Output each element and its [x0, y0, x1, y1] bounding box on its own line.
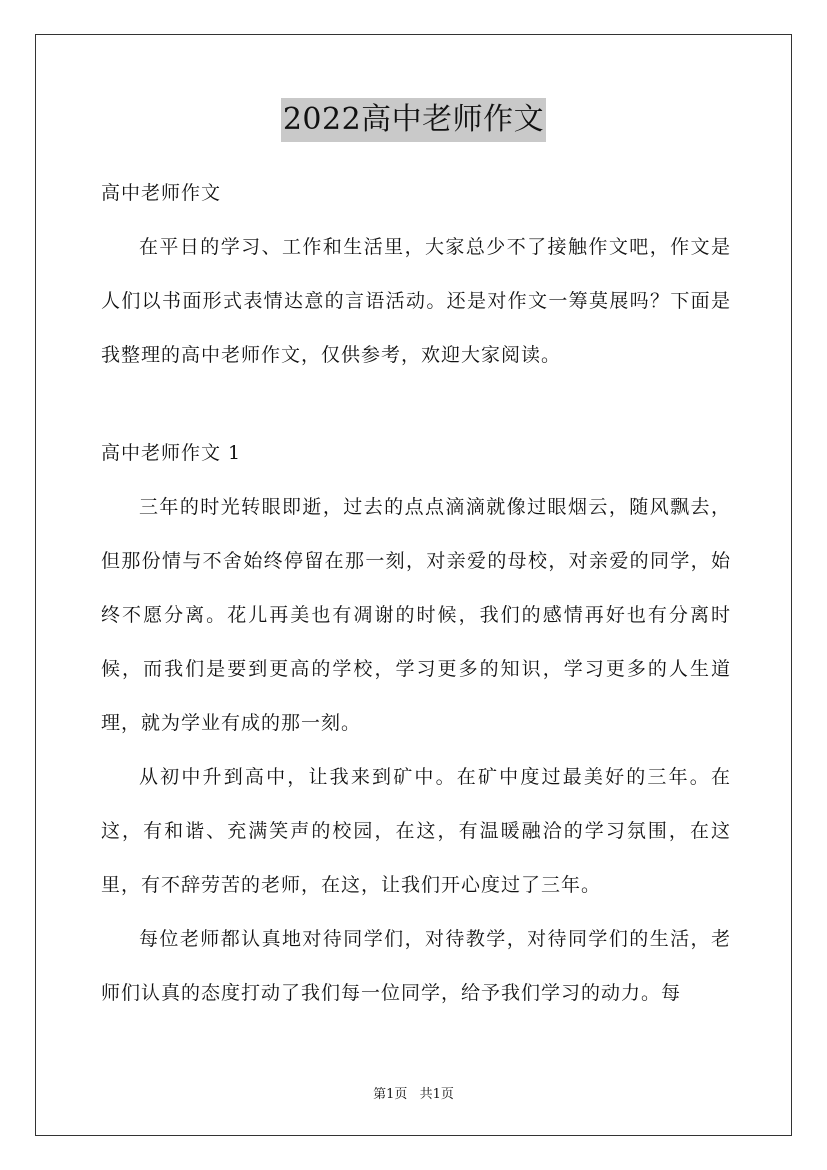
- page-footer: [0, 1083, 827, 1102]
- document-title-wrapper: [0, 98, 827, 142]
- body-paragraph: 三年的时光转眼即逝，过去的点点滴滴就像过眼烟云，随风飘去，但那份情与不舍始终停留在那一刻，对亲爱的母校，对亲爱的同学，始终不愿分离。花儿再美也有凋谢的时候，我们的感情再好也有分离时候，而我们是要到更高的学校，学习更多的知识，学习更多的人生道理，就为学业有成的那一刻。: [101, 496, 731, 734]
- document-body: [101, 166, 731, 1020]
- body-paragraph: 从初中升到高中，让我来到矿中。在矿中度过最美好的三年。在这，有和谐、充满笑声的校园，在这，有温暖融洽的学习氛围，在这里，有不辞劳苦的老师，在这，让我们开心度过了三年。: [101, 766, 731, 896]
- document-title: 2022高中老师作文: [281, 98, 546, 142]
- body-paragraph: 每位老师都认真地对待同学们，对待教学，对待同学们的生活，老师们认真的态度打动了我们每一位同学，给予我们学习的动力。每: [101, 928, 731, 1004]
- intro-heading: 高中老师作文: [101, 182, 222, 204]
- section-heading: 高中老师作文 1: [101, 442, 242, 464]
- page-number-current: 第1页: [373, 1087, 408, 1102]
- page-number-total: 共1页: [419, 1087, 454, 1102]
- intro-paragraph: 在平日的学习、工作和生活里，大家总少不了接触作文吧，作文是人们以书面形式表情达意的言语活动。还是对作文一筹莫展吗？下面是我整理的高中老师作文，仅供参考，欢迎大家阅读。: [101, 236, 731, 366]
- section-spacer: [101, 382, 731, 426]
